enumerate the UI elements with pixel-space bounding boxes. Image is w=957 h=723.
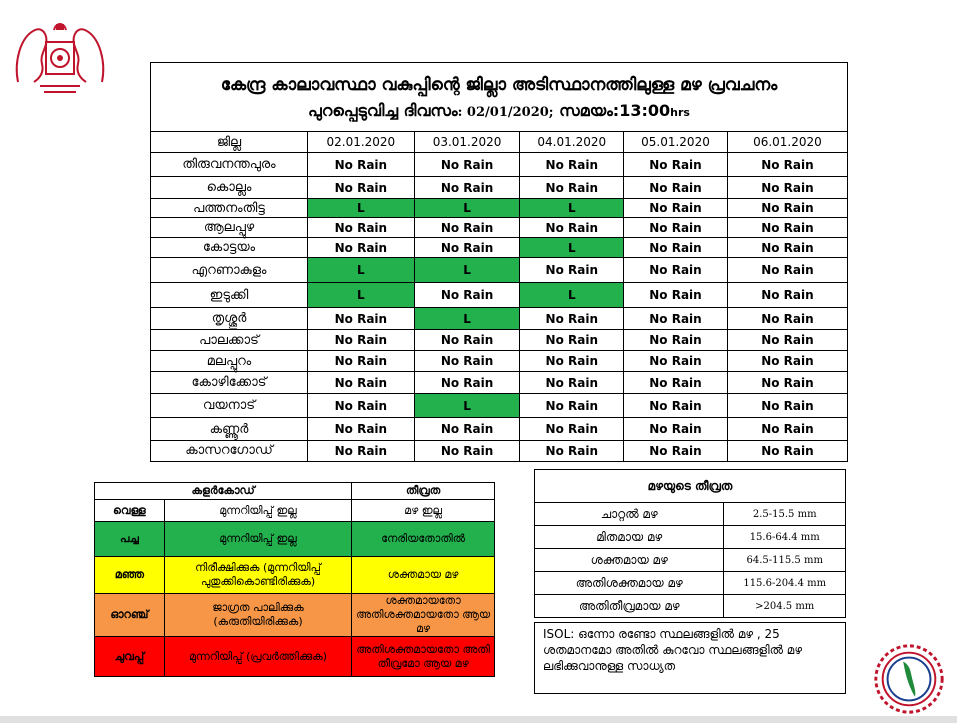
colour-code-row <box>95 557 495 594</box>
forecast-cell: No Rain <box>727 238 847 258</box>
district-forecast-table <box>150 62 848 462</box>
colour-meaning: മുന്നറിയിപ്പ് ഇല്ല <box>164 522 351 557</box>
colour-code-row <box>95 594 495 637</box>
district-name: ആലപ്പുഴ <box>151 218 308 238</box>
forecast-cell: No Rain <box>624 441 728 461</box>
forecast-cell: No Rain <box>308 441 415 461</box>
forecast-cell: No Rain <box>727 394 847 418</box>
forecast-cell: No Rain <box>308 372 415 394</box>
forecast-cell: No Rain <box>414 418 520 441</box>
forecast-grid <box>151 132 847 461</box>
colour-name: ചുവപ്പ് <box>95 637 165 677</box>
colour-intensity: ശക്തമായ മഴ <box>352 557 495 594</box>
rain-intensity-row <box>535 549 846 572</box>
colour-code-table <box>94 482 495 677</box>
district-name: കൊല്ലം <box>151 177 308 199</box>
forecast-cell: L <box>414 199 520 218</box>
forecast-cell: No Rain <box>727 372 847 394</box>
forecast-cell: No Rain <box>308 351 415 372</box>
forecast-cell: No Rain <box>727 351 847 372</box>
title-heading: കേന്ദ്ര കാലാവസ്ഥാ വകുപ്പിന്റെ ജില്ലാ അടിസ്ഥാനത്തിലുള്ള മഴ പ്രവചനം <box>220 75 778 95</box>
forecast-cell: No Rain <box>308 218 415 238</box>
intensity-range: 64.5-115.5 mm <box>724 549 846 572</box>
colour-meaning: മുന്നറിയിപ്പ് (പ്രവർത്തിക്കുക) <box>164 637 351 677</box>
time-unit: hrs <box>670 106 690 119</box>
date-header: 06.01.2020 <box>727 132 847 153</box>
isol-note: ISOL: ഒന്നോ രണ്ടോ സ്ഥലങ്ങളിൽ മഴ , 25 ശതമാനമോ അതിൽ കുറവോ സ്ഥലങ്ങളിൽ മഴ ലഭിക്കുവാനുള്ള സാധ്യത <box>534 622 846 694</box>
date-header: 02.01.2020 <box>308 132 415 153</box>
forecast-cell: No Rain <box>308 394 415 418</box>
forecast-cell: No Rain <box>520 394 624 418</box>
forecast-cell: No Rain <box>520 258 624 283</box>
forecast-cell: No Rain <box>520 218 624 238</box>
forecast-cell: No Rain <box>520 418 624 441</box>
intensity-label: ശക്തമായ മഴ <box>535 549 724 572</box>
colour-name: പച്ച <box>95 522 165 557</box>
rain-intensity-row <box>535 572 846 595</box>
forecast-cell: No Rain <box>727 153 847 177</box>
district-name: പത്തനംതിട്ട <box>151 199 308 218</box>
forecast-cell: L <box>520 283 624 308</box>
rain-intensity-row <box>535 503 846 526</box>
intensity-range: 15.6-64.4 mm <box>724 526 846 549</box>
forecast-row <box>151 218 847 238</box>
forecast-cell: No Rain <box>520 441 624 461</box>
forecast-cell: No Rain <box>414 218 520 238</box>
forecast-cell: No Rain <box>727 218 847 238</box>
colour-intensity: മഴ ഇല്ല <box>352 500 495 522</box>
forecast-cell: No Rain <box>727 177 847 199</box>
colour-meaning: ജാഗ്രത പാലിക്കുക (കരുതിയിരിക്കുക) <box>164 594 351 637</box>
forecast-cell: No Rain <box>414 372 520 394</box>
forecast-cell: No Rain <box>414 177 520 199</box>
district-name: കണ്ണൂർ <box>151 418 308 441</box>
forecast-cell: No Rain <box>520 308 624 330</box>
issued-line <box>151 95 847 123</box>
colour-code-header: കളർകോഡ് <box>95 483 352 500</box>
forecast-row <box>151 330 847 351</box>
forecast-title <box>151 63 847 132</box>
district-name: കോട്ടയം <box>151 238 308 258</box>
colour-intensity-header: തീവ്രത <box>352 483 495 500</box>
footer-bar <box>0 716 957 723</box>
forecast-cell: No Rain <box>414 330 520 351</box>
forecast-cell: L <box>520 238 624 258</box>
forecast-cell: No Rain <box>520 153 624 177</box>
forecast-cell: No Rain <box>727 283 847 308</box>
forecast-cell: L <box>308 283 415 308</box>
forecast-cell: L <box>520 199 624 218</box>
colour-code-row <box>95 522 495 557</box>
forecast-cell: No Rain <box>727 308 847 330</box>
rain-intensity-row <box>535 526 846 549</box>
forecast-row <box>151 199 847 218</box>
district-name: ഇടുക്കി <box>151 283 308 308</box>
forecast-cell: No Rain <box>414 153 520 177</box>
forecast-row <box>151 283 847 308</box>
forecast-cell: No Rain <box>624 238 728 258</box>
colour-name: ഓറഞ്ച് <box>95 594 165 637</box>
district-name: കാസറഗോഡ് <box>151 441 308 461</box>
forecast-cell: No Rain <box>308 308 415 330</box>
forecast-row <box>151 238 847 258</box>
district-name: വയനാട് <box>151 394 308 418</box>
forecast-cell: No Rain <box>624 258 728 283</box>
rain-intensity-table <box>534 469 846 618</box>
forecast-cell: L <box>414 258 520 283</box>
forecast-cell: No Rain <box>624 330 728 351</box>
colour-intensity: നേരിയതോതിൽ <box>352 522 495 557</box>
forecast-cell: No Rain <box>414 283 520 308</box>
district-name: തൃശ്ശൂർ <box>151 308 308 330</box>
forecast-cell: No Rain <box>624 153 728 177</box>
colour-meaning: നിരീക്ഷിക്കുക (മുന്നറിയിപ്പ് പുതുക്കികൊണ്ടിരിക്കുക) <box>164 557 351 594</box>
forecast-cell: No Rain <box>520 177 624 199</box>
intensity-range: 115.6-204.4 mm <box>724 572 846 595</box>
intensity-range: 2.5-15.5 mm <box>724 503 846 526</box>
district-name: കോഴിക്കോട് <box>151 372 308 394</box>
forecast-row <box>151 418 847 441</box>
forecast-cell: No Rain <box>624 177 728 199</box>
forecast-row <box>151 177 847 199</box>
time-label: സമയം <box>559 101 613 120</box>
forecast-cell: No Rain <box>624 418 728 441</box>
intensity-label: മിതമായ മഴ <box>535 526 724 549</box>
forecast-cell: No Rain <box>414 441 520 461</box>
date-header: 03.01.2020 <box>414 132 520 153</box>
district-name: പാലക്കാട് <box>151 330 308 351</box>
forecast-cell: No Rain <box>414 351 520 372</box>
forecast-row <box>151 441 847 461</box>
colour-meaning: മുന്നറിയിപ്പ് ഇല്ല <box>164 500 351 522</box>
district-name: തിരുവനന്തപുരം <box>151 153 308 177</box>
disaster-management-logo <box>870 640 948 718</box>
forecast-cell: No Rain <box>727 199 847 218</box>
forecast-cell: No Rain <box>308 418 415 441</box>
forecast-row <box>151 351 847 372</box>
forecast-cell: No Rain <box>727 441 847 461</box>
forecast-cell: No Rain <box>624 394 728 418</box>
colour-name: മഞ്ഞ <box>95 557 165 594</box>
issued-date: : 02/01/2020; <box>457 105 554 120</box>
forecast-cell: No Rain <box>727 330 847 351</box>
colour-intensity: അതിശക്തമായതോ അതി തീവ്രമോ ആയ മഴ <box>352 637 495 677</box>
intensity-range: >204.5 mm <box>724 595 846 618</box>
intensity-label: അതിശക്തമായ മഴ <box>535 572 724 595</box>
colour-intensity: ശക്തമായതോ അതിശക്തമായതോ ആയ മഴ <box>352 594 495 637</box>
forecast-cell: L <box>414 394 520 418</box>
forecast-cell: No Rain <box>624 218 728 238</box>
issued-label: പുറപ്പെടുവിച്ച ദിവസം <box>308 101 458 120</box>
forecast-cell: No Rain <box>520 372 624 394</box>
colour-code-row <box>95 500 495 522</box>
intensity-label: അതിതീവ്രമായ മഴ <box>535 595 724 618</box>
forecast-cell: No Rain <box>520 351 624 372</box>
forecast-cell: No Rain <box>727 258 847 283</box>
forecast-cell: No Rain <box>414 238 520 258</box>
forecast-row <box>151 394 847 418</box>
forecast-cell: No Rain <box>308 177 415 199</box>
forecast-cell: No Rain <box>308 238 415 258</box>
intensity-label: ചാറ്റൽ മഴ <box>535 503 724 526</box>
forecast-row <box>151 258 847 283</box>
time-value: :13:00 <box>612 101 671 120</box>
colour-code-row <box>95 637 495 677</box>
forecast-cell: No Rain <box>520 330 624 351</box>
date-header: 04.01.2020 <box>520 132 624 153</box>
colour-name: വെള്ള <box>95 500 165 522</box>
forecast-cell: No Rain <box>727 418 847 441</box>
forecast-cell: No Rain <box>624 199 728 218</box>
kerala-emblem-logo <box>10 12 110 97</box>
rain-intensity-row <box>535 595 846 618</box>
forecast-row <box>151 153 847 177</box>
forecast-cell: No Rain <box>624 372 728 394</box>
forecast-cell: No Rain <box>308 330 415 351</box>
forecast-row <box>151 372 847 394</box>
forecast-cell: L <box>308 199 415 218</box>
forecast-cell: L <box>414 308 520 330</box>
district-name: എറണാകുളം <box>151 258 308 283</box>
date-header: 05.01.2020 <box>624 132 728 153</box>
forecast-cell: No Rain <box>624 351 728 372</box>
forecast-cell: L <box>308 258 415 283</box>
district-name: മലപ്പുറം <box>151 351 308 372</box>
forecast-cell: No Rain <box>624 308 728 330</box>
forecast-row <box>151 308 847 330</box>
rain-intensity-header: മഴയുടെ തീവ്രത <box>535 470 846 503</box>
forecast-cell: No Rain <box>308 153 415 177</box>
district-header: ജില്ല <box>151 132 308 153</box>
forecast-cell: No Rain <box>624 283 728 308</box>
